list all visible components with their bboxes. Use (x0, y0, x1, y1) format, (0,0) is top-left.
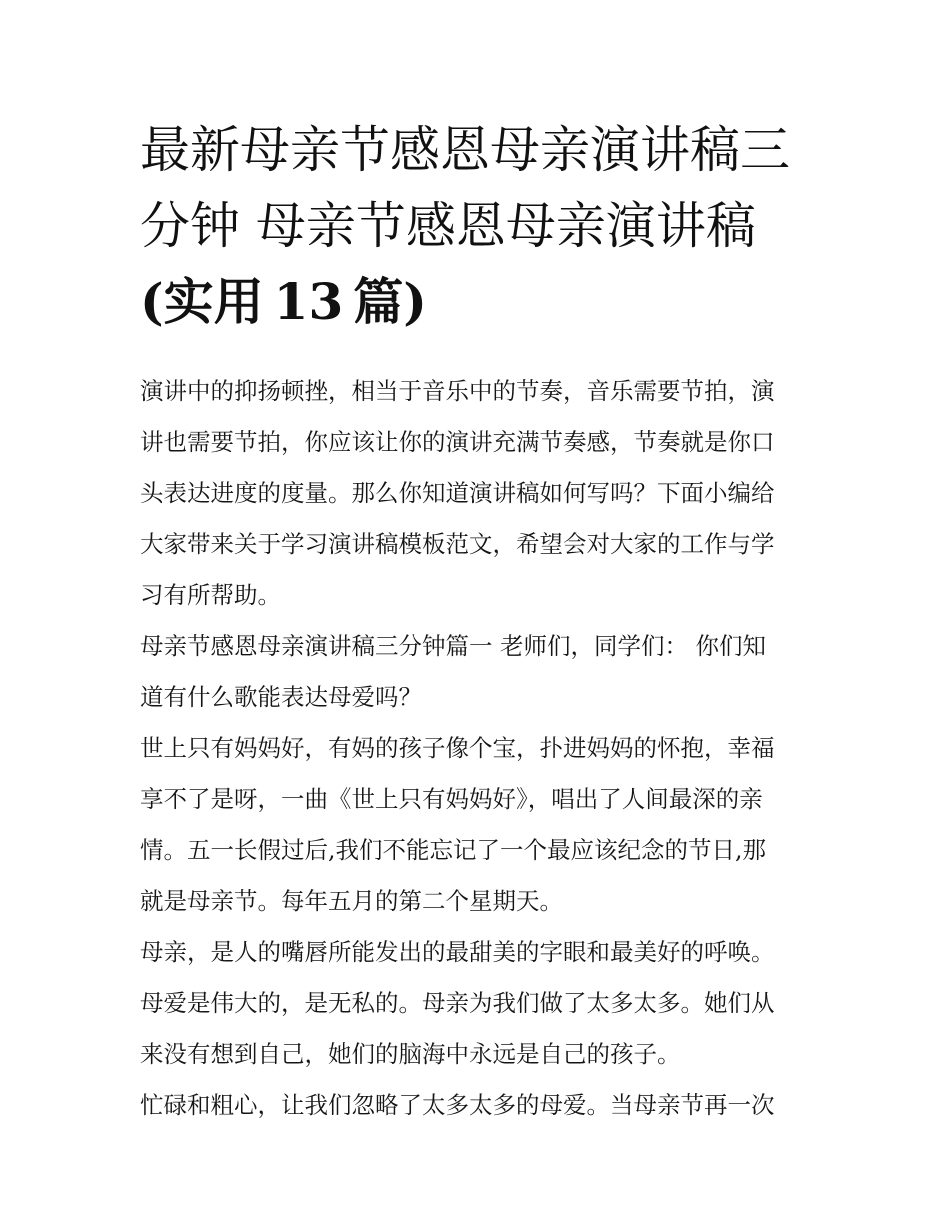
text-line: 道有什么歌能表达母爱吗？ (140, 683, 422, 711)
title-paren-close: 篇) (353, 272, 427, 331)
paragraph-intro (140, 366, 812, 621)
text-line: 大家带来关于学习演讲稿模板范文，希望会对大家的工作与学 (140, 530, 775, 558)
text-line: 讲也需要节拍，你应该让你的演讲充满节奏感，节奏就是你口 (140, 428, 775, 456)
document-body (140, 366, 812, 1131)
title-line: 最新母亲节感恩母亲演讲稿三 (140, 121, 790, 179)
text-line: 情。五一长假过后,我们不能忘记了一个最应该纪念的节日,那 (140, 836, 766, 864)
text-line: 母爱是伟大的，是无私的。母亲为我们做了太多太多。她们从 (140, 989, 775, 1017)
paragraph-busy (140, 1080, 812, 1131)
document-page (140, 112, 812, 1131)
text-line: 忙碌和粗心，让我们忽略了太多太多的母爱。当母亲节再一次 (140, 1091, 775, 1119)
text-line: 世上只有妈妈好，有妈的孩子像个宝，扑进妈妈的怀抱，幸福 (140, 734, 775, 762)
paragraph-section-one (140, 621, 812, 723)
title-line: 分钟 母亲节感恩母亲演讲稿 (140, 197, 756, 255)
title-line (140, 264, 812, 340)
document-title (140, 112, 812, 340)
text-line: 母亲，是人的嘴唇所能发出的最甜美的字眼和最美好的呼唤。 (140, 938, 775, 966)
text-line: 享不了是呀，一曲《世上只有妈妈好》，唱出了人间最深的亲 (140, 785, 763, 813)
title-number: 13 (273, 272, 344, 331)
text-line: 习有所帮助。 (140, 581, 281, 609)
text-line: 来没有想到自己，她们的脑海中永远是自己的孩子。 (140, 1040, 681, 1068)
text-line: 演讲中的抑扬顿挫，相当于音乐中的节奏，音乐需要节拍，演 (140, 377, 775, 405)
text-line: 头表达进度的度量。那么你知道演讲稿如何写吗？下面小编给 (140, 479, 775, 507)
text-line: 就是母亲节。每年五月的第二个星期天。 (140, 887, 563, 915)
paragraph-mother (140, 927, 812, 1080)
paragraph-song (140, 723, 812, 927)
text-line: 母亲节感恩母亲演讲稿三分钟篇一 老师们，同学们： 你们知 (140, 632, 766, 660)
title-paren-text: (实用 (140, 272, 264, 331)
